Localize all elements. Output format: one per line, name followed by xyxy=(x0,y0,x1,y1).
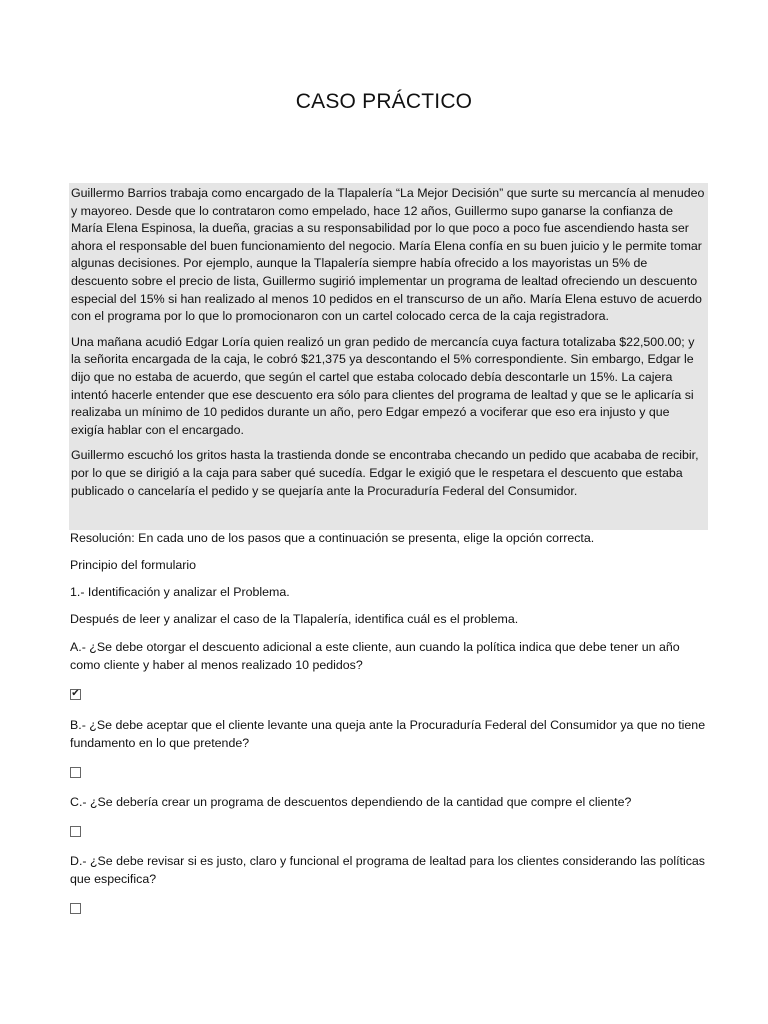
option-c-text: C.- ¿Se debería crear un programa de descuentos dependiendo de la cantidad que compre el cliente? xyxy=(70,795,632,809)
checkmark-icon xyxy=(71,903,80,912)
page-title: CASO PRÁCTICO xyxy=(295,90,473,113)
option-d-checkbox[interactable] xyxy=(70,903,81,914)
option-a-text: A.- ¿Se debe otorgar el descuento adicional a este cliente, aun cuando la política indica que debe tener un año como cliente y haber al menos realizado 10 pedidos? xyxy=(70,640,680,672)
case-paragraph-1: Guillermo Barrios trabaja como encargado de la Tlapalería “La Mejor Decisión” que surte su mercancía al menudeo y mayoreo. Desde que lo contrataron como empelado, hace 12 años, Guillermo supo ganarse la confianza de María Elena Espinosa, la dueña, gracias a su responsabilidad por lo que poco a poco fue ascendiendo hasta ser ahora el responsable del buen funcionamiento del negocio. María Elena confía en su buen juicio y le permite tomar algunas decisiones. Por ejemplo, aunque la Tlapalería siempre había ofrecido a los mayoristas un 5% de descuento sobre el precio de lista, Guillermo sugirió implementar un programa de lealtad ofreciendo un descuento especial del 15% si han realizado al menos 10 pedidos en el transcurso de un año. María Elena estuvo de acuerdo con el programa por lo que lo promocionaron con un cartel colocado cerca de la caja registradora. xyxy=(71,186,705,324)
checkmark-icon: ✔ xyxy=(71,688,80,699)
option-a-checkbox[interactable] xyxy=(70,689,81,700)
option-c-checkbox[interactable] xyxy=(70,826,81,837)
checkmark-icon xyxy=(71,767,80,776)
case-study-box xyxy=(69,183,708,530)
resolution-instruction: Resolución: En cada uno de los pasos que a continuación se presenta, elige la opción correcta. xyxy=(70,531,595,545)
checkmark-icon xyxy=(71,826,80,835)
case-paragraph-3: Guillermo escuchó los gritos hasta la trastienda donde se encontraba checando un pedido que acababa de recibir, por lo que se dirigió a la caja para saber qué sucedía. Edgar le exigió que le respetara el descuento que estaba publicado o cancelaría el pedido y se quejaría ante la Procuraduría Federal del Consumidor. xyxy=(71,448,699,498)
option-d-text: D.- ¿Se debe revisar si es justo, claro y funcional el programa de lealtad para los clientes considerando las políticas que especifica? xyxy=(70,854,706,886)
form-start-label: Principio del formulario xyxy=(70,558,197,572)
step-1-heading: 1.- Identificación y analizar el Problema. xyxy=(70,585,290,599)
case-paragraph-2: Una mañana acudió Edgar Loría quien realizó un gran pedido de mercancía cuya factura totalizaba $22,500.00; y la señorita encargada de la caja, le cobró $21,375 ya descontando el 5% correspondiente. Sin embargo, Edgar le dijo que no estaba de acuerdo, que según el cartel que estaba colocado debía descontarle un 15%. La cajera intentó hacerle entender que ese descuento era sólo para clientes del programa de lealtad y que se le aplicaría si realizaba un mínimo de 10 pedidos durante un año, pero Edgar empezó a vociferar que eso era injusto y que exigía hablar con el encargado. xyxy=(71,334,695,437)
step-1-instruction: Después de leer y analizar el caso de la Tlapalería, identifica cuál es el problema. xyxy=(70,612,519,626)
option-b-checkbox[interactable] xyxy=(70,767,81,778)
option-b-text: B.- ¿Se debe aceptar que el cliente levante una queja ante la Procuraduría Federal del Consumidor ya que no tiene fundamento en lo que pretende? xyxy=(70,718,706,750)
